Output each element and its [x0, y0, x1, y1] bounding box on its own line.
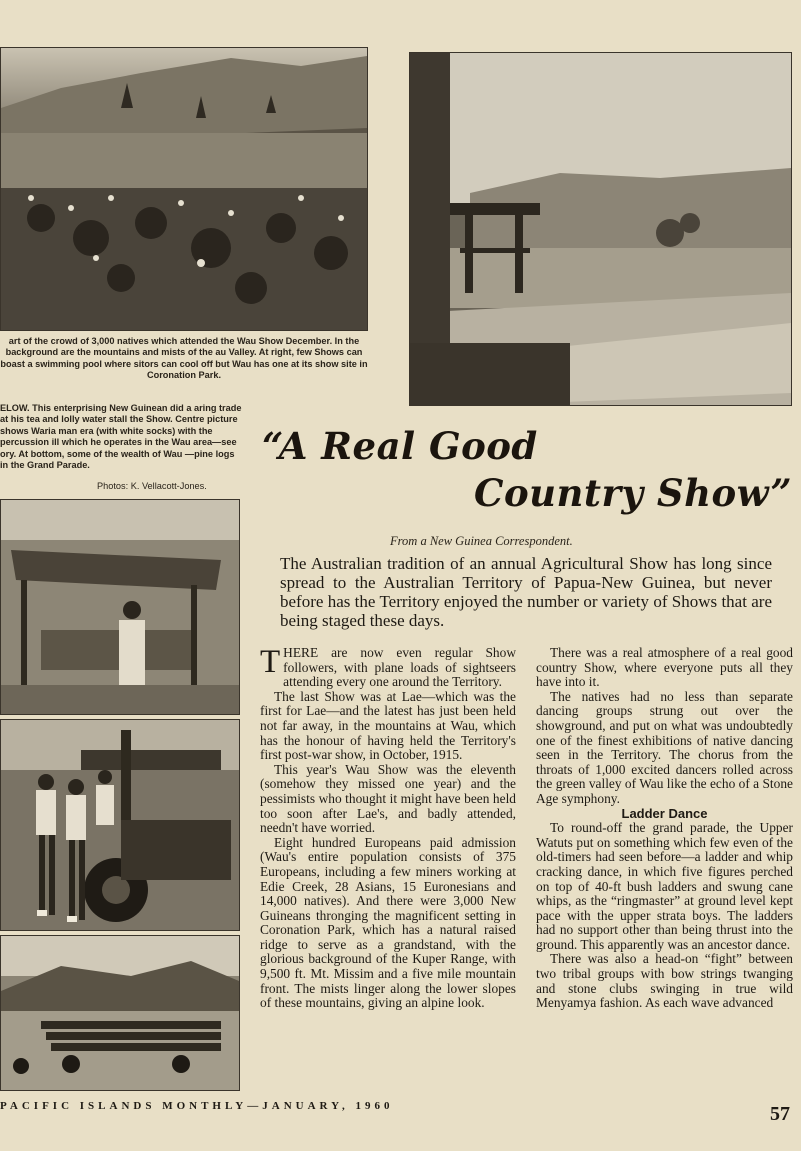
article-column-1	[260, 646, 516, 1011]
col1-paragraph-3: This year's Wau Show was the eleventh (somehow they missed one year) and the pessimists who thought it might have been held too soon after Lae's, and badly attended, needn't have worried.	[260, 761, 516, 836]
pine-logs-photo	[0, 935, 240, 1091]
byline: From a New Guinea Correspondent.	[390, 534, 573, 548]
col1-paragraph-4: Eight hundred Europeans paid admission (Wau's entire population consists of 375 Europeans, including a few miners working at Edie Creek, 28 Asians, 15 Euronesians and 14,000 natives). And there were 3,000 New Guineans thronging the magnificent setting in Coronation Park, which has a natural raised ridge to serve as a grandstand, with the glorious background of the Kuper Range, with 9,500 ft. Mt. Missim and a five mile mountain front. The mists linger along the lower slopes of these mountains, giving an alpine look.	[260, 834, 516, 1011]
col1-paragraph-2: The last Show was at Lae—which was the first for Lae—and the latest has just been held not far away, in the mountains at Wau, which has the honour of having held the Territory's first post-war show, in October, 1915.	[260, 688, 516, 763]
col2-paragraph-1: There was a real atmosphere of a real good country Show, where everyone puts all they have into it.	[536, 645, 793, 690]
crowd-photo	[0, 47, 368, 331]
col2-paragraph-2: The natives had no less than separate dancing groups strung out over the showground, and put on what was undoubtedly one of the finest exhibitions of native dancing seen in the Territory. The chorus from the throats of 1,000 excited dancers rolled across the green valley of Wau like the echo of a Stone Age symphony.	[536, 688, 793, 806]
subhead-ladder-dance: Ladder Dance	[621, 805, 708, 821]
col2-paragraph-4: There was also a head-on “fight” between two tribal groups with bow strings twanging and stone clubs swinging in true wild Menyamya fashion. As each wave advanced	[536, 951, 793, 1011]
drop-cap: T	[260, 644, 281, 680]
article-column-2	[536, 646, 793, 1011]
top-photo-caption: art of the crowd of 3,000 natives which attended the Wau Show December. In the background are the mountains and mists of the au Valley. At right, few Shows can boast a swimming pool where sitors can cool off but Wau has one at its show site in Coronation Park.	[0, 336, 368, 381]
percussion-mill-photo	[0, 719, 240, 931]
col1-paragraph-1: HERE are now even regular Show followers, with plane loads of sightseers attending every one around the Territory.	[283, 645, 516, 690]
lead-paragraph: The Australian tradition of an annual Agricultural Show has long since spread to the Australian Territory of Papua-New Guinea, but never before has the Territory enjoyed the number or variety of Shows that are being staged these days.	[280, 554, 772, 630]
headline-line-1: “A Real Good	[262, 424, 538, 468]
page-number: 57	[770, 1103, 790, 1125]
photo-credit: Photos: K. Vellacott-Jones.	[97, 481, 207, 491]
below-photo-caption: ELOW. This enterprising New Guinean did a aring trade at his tea and lolly water stall the Show. Centre picture shows Waria man era (with white socks) with the percussion ill which he operates in the Wau area—see ory. At bottom, some of the wealth of Wau —pine logs in the Grand Parade.	[0, 403, 242, 471]
col2-paragraph-3: To round-off the grand parade, the Upper Watuts put on something which few even of the old-timers had seen before—a ladder and whip cracking dance, in which five figures perched on top of 40-ft bush ladders and swung cane whips, as the “ringmaster” at ground level kept pace with the upper strata boys. The ladders had no support other than being thrust into the ground. This apparently was an ancestor dance.	[536, 820, 793, 952]
page-footer: PACIFIC ISLANDS MONTHLY—JANUARY, 1960	[0, 1100, 394, 1112]
swimming-pool-photo	[409, 52, 792, 406]
headline-line-2: Country Show”	[474, 471, 793, 515]
tea-stall-photo	[0, 499, 240, 715]
